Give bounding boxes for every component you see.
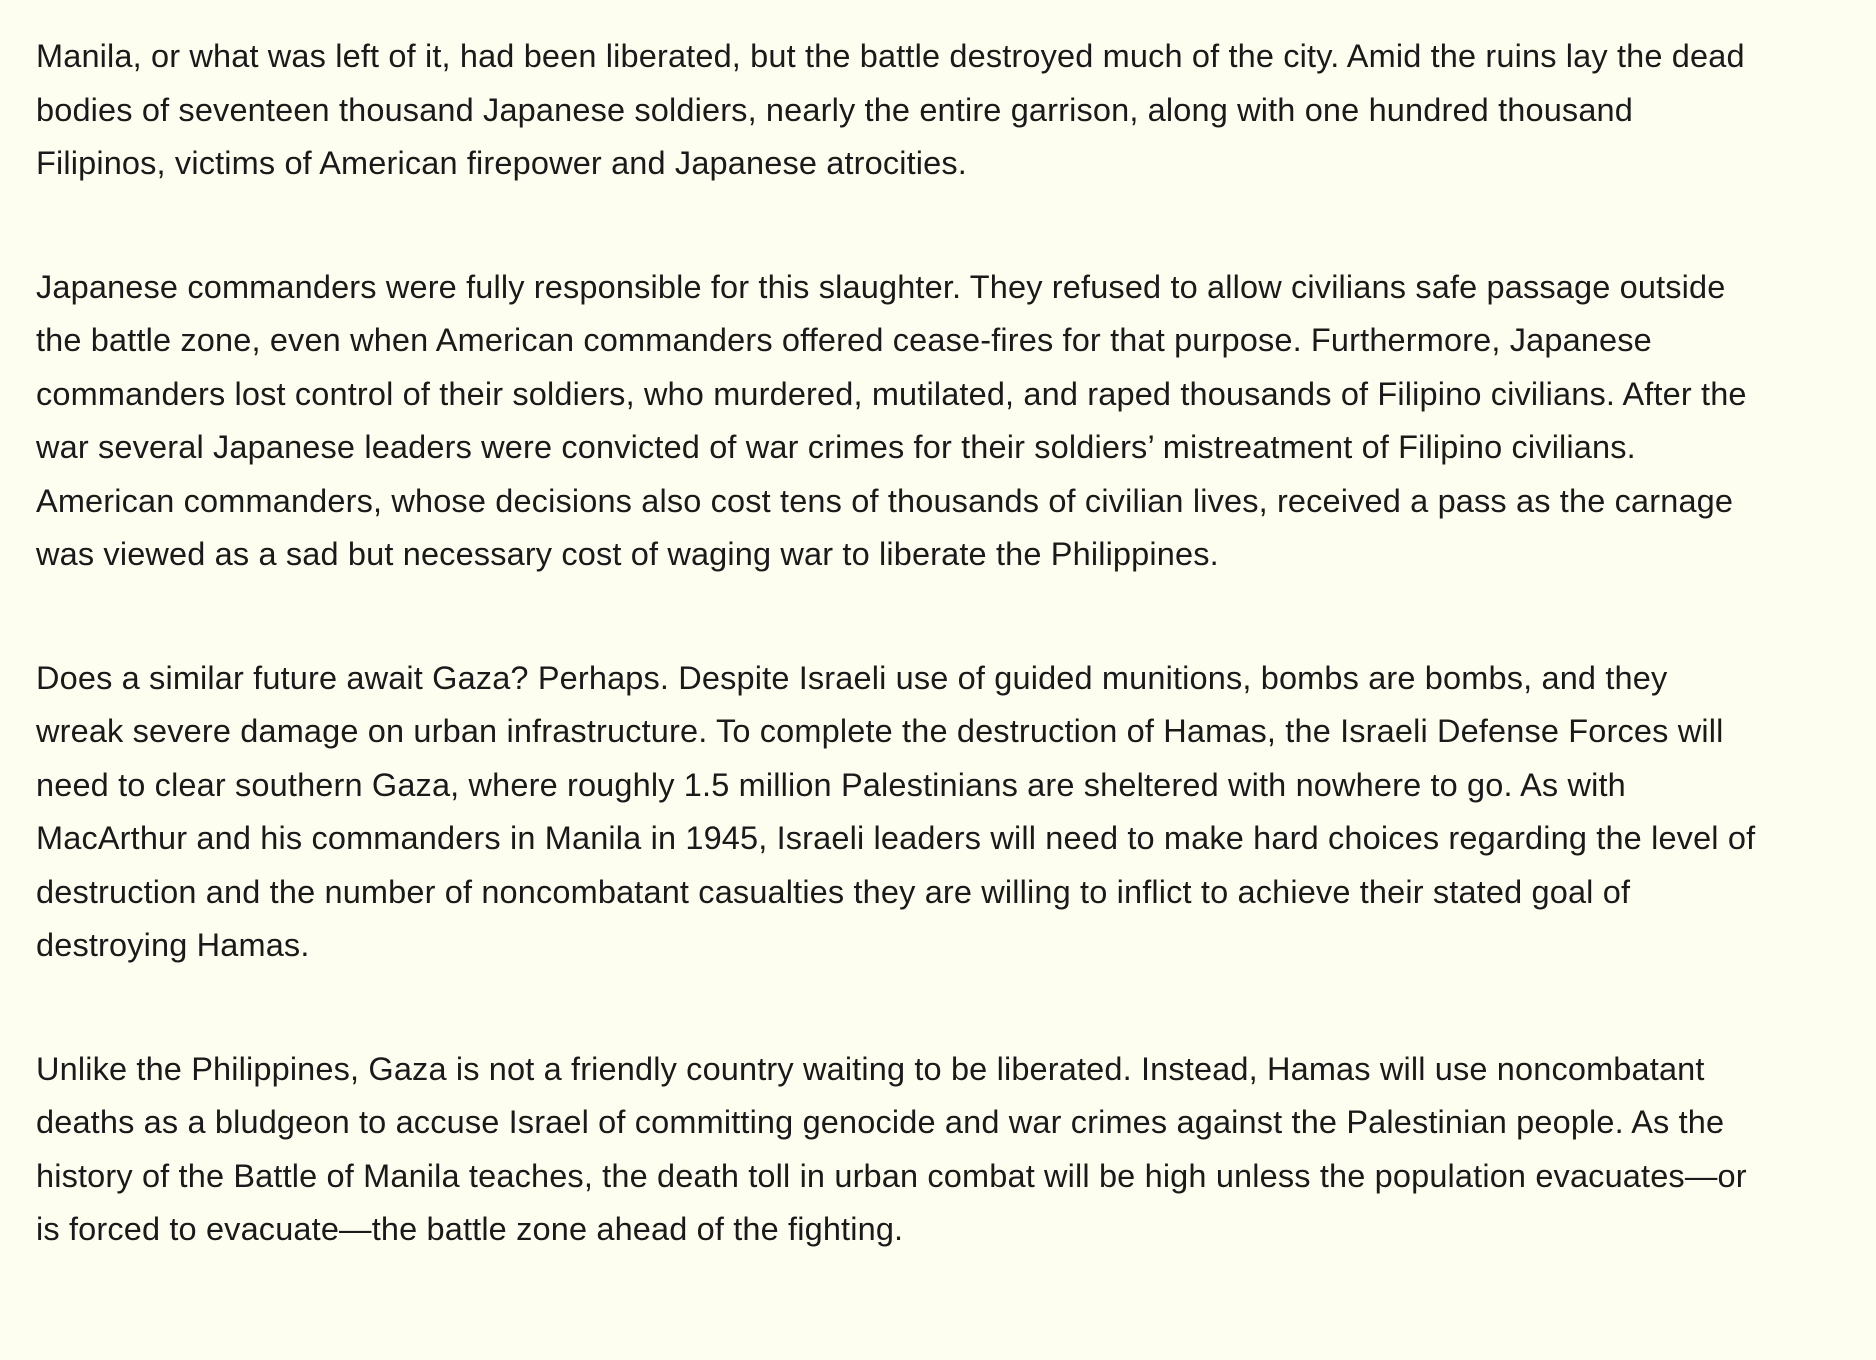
- article-paragraph: Japanese commanders were fully responsible for this slaughter. They refused to allow civilians safe passage outside the battle zone, even when American commanders offered cease-fires for that purpose. Furthermore, Japanese commanders lost control of their soldiers, who murdered, mutilated, and raped thousands of Filipino civilians. After the war several Japanese leaders were convicted of war crimes for their soldiers’ mistreatment of Filipino civilians. American commanders, whose decisions also cost tens of thousands of civilian lives, received a pass as the carnage was viewed as a sad but necessary cost of waging war to liberate the Philippines.: [36, 268, 1747, 572]
- article-paragraph: Does a similar future await Gaza? Perhaps. Despite Israeli use of guided munitions, bombs are bombs, and they wreak severe damage on urban infrastructure. To complete the destruction of Hamas, the Israeli Defense Forces will need to clear southern Gaza, where roughly 1.5 million Palestinians are sheltered with nowhere to go. As with MacArthur and his commanders in Manila in 1945, Israeli leaders will need to make hard choices regarding the level of destruction and the number of noncombatant casualties they are willing to inflict to achieve their stated goal of destroying Hamas.: [36, 659, 1756, 963]
- article-paragraph: Unlike the Philippines, Gaza is not a friendly country waiting to be liberated. Instead, Hamas will use noncombatant deaths as a bludgeon to accuse Israel of committing genocide and war crimes against the Palestinian people. As the history of the Battle of Manila teaches, the death toll in urban combat will be high unless the population evacuates—or is forced to evacuate—the battle zone ahead of the fighting.: [36, 1050, 1747, 1247]
- article-body: [36, 30, 1756, 1327]
- article-paragraph: Manila, or what was left of it, had been liberated, but the battle destroyed much of the city. Amid the ruins lay the dead bodies of seventeen thousand Japanese soldiers, nearly the entire garrison, along with one hundred thousand Filipinos, victims of American firepower and Japanese atrocities.: [36, 38, 1745, 181]
